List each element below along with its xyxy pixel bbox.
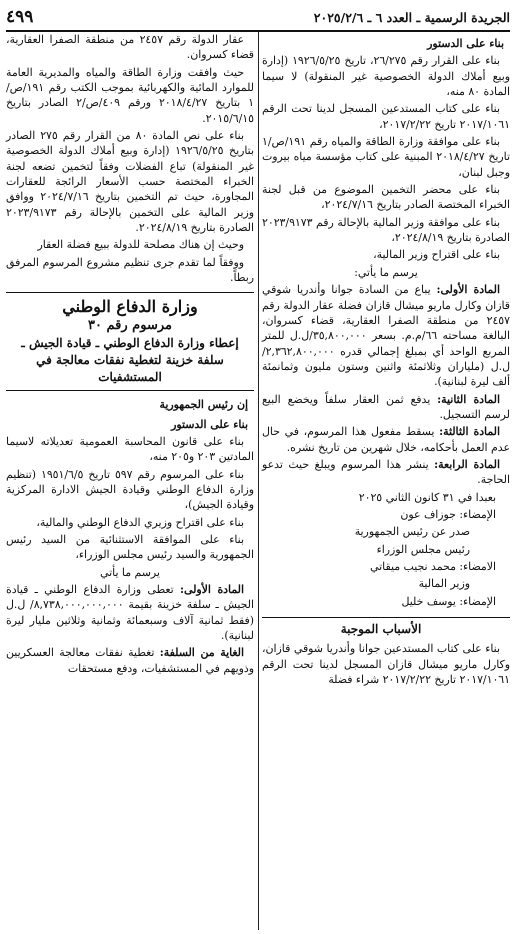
paragraph: بناء على الموافقة الاستثنائية من السيد رئيس الجمهورية والسيد رئيس مجلس الوزراء،	[6, 532, 254, 562]
purpose	[6, 645, 254, 676]
article-text: يباع من السادة جوانا وأندريا شوقي قازان وكارل ماريو ميشال قازان فضلة عقار الدولة رقم ٢٤٥٧ من منطقة الصفرا العقارية، قضاء كسروان، البالغة مساحته ٦٦/م.م. بسعر ٣٥,٨٠٠,٠٠٠/ل.ل للمتر المربع الواحد أي بمبلغ إجمالي قدره ٢,٣٦٢,٨٠٠,٠٠٠/ل.ل (ملياران وثلاثمئة واثنين وستون مليون وثمانمئة ألف ليرة لبنانية).	[262, 283, 511, 389]
article-label: المادة الرابعة:	[434, 457, 500, 471]
page-header	[6, 4, 510, 32]
date-line: بعبدا في ٣١ كانون الثاني ٢٠٢٥	[358, 490, 496, 504]
article-text: تعطى وزارة الدفاع الوطني ـ قيادة الجيش ـ سلفة خزينة بقيمة ٨,٧٣٨,٠٠٠,٠٠٠,٠٠٠/ ل.ل (فقط ثمانية آلاف وسبعمائة وثمانية وثلاثين مليار ليرة لبنانية).	[6, 582, 254, 642]
decree-number: مرسوم رقم ٣٠	[88, 317, 172, 333]
paragraph: بناء على موافقة وزير المالية بالإحالة رقم ٢٠٢٣/٩١٧٣ الصادرة بتاريخ ٢٠٢٤/٨/١٩،	[262, 215, 510, 245]
paragraph: وحيث إن هناك مصلحة للدولة ببيع فضلة العقار	[37, 238, 244, 252]
article-text: يدفع ثمن العقار سلفاً ويخضع البيع لرسم التسجيل.	[262, 392, 510, 421]
ministry-heading: وزارة الدفاع الوطني	[6, 292, 254, 314]
decrees-line: يرسم ما يأتي:	[354, 265, 418, 279]
journal-title: الجريدة الرسمية ـ العدد ٦ ـ ٢٠٢٥/٢/٦	[313, 9, 510, 25]
constitution-heading: بناء على الدستور	[427, 37, 504, 50]
reasons-heading: الأسباب الموجبة	[262, 617, 510, 637]
paragraph: بناء على المرسوم رقم ٥٩٧ تاريخ ١٩٥١/٦/٥ (تنظيم وزارة الدفاع الوطني وقيادة الجيش الادارة المركزية وقيادة الجيش)،	[6, 467, 254, 512]
article-label: المادة الأولى:	[436, 283, 500, 297]
signature-pm: الامضاء: محمد نجيب ميقاتي	[370, 560, 496, 573]
paragraph: بناء على قانون المحاسبة العمومية تعديلاته لاسيما المادتين ٢٠٣ و٢٠٥ منه،	[6, 434, 254, 464]
article-1	[262, 282, 510, 389]
article-text: يسقط مفعول هذا المرسوم، في حال عدم العمل بأحكامه، خلال شهرين من تاريخ نشره.	[262, 425, 510, 454]
purpose-label: الغاية من السلفة:	[159, 646, 245, 660]
purpose-text: تغطية نفقات معالجة العسكريين وذويهم في المستشفيات، ودفع مستحقات	[6, 646, 254, 675]
right-column	[262, 32, 510, 930]
paragraph: بناء على القرار رقم ٢٦/٢٧٥، تاريخ ١٩٢٦/٥/٢٥ (إدارة وبيع أملاك الدولة الخصوصية غير المنقولة) لا سيما المادة ٨٠ منه،	[262, 54, 510, 99]
article-label: المادة الأولى:	[179, 582, 244, 596]
paragraph: حيث وافقت وزارة الطاقة والمياه والمديرية العامة للموارد المائية والكهربائية بموجب الكتب رقم ١٩١/ص/١ بتاريخ ٢٠١٨/٤/٢٧ ورقم ٤٠٩/ص/٢ الصادر بتاريخ ٢٠١٥/٦/١٥.	[6, 65, 254, 125]
article-label: المادة الثالثة:	[439, 425, 501, 439]
paragraph: بناء على نص المادة ٨٠ من القرار رقم ٢٧٥ الصادر بتاريخ ١٩٢٦/٥/٢٥ (إدارة وبيع أملاك الدولة الخصوصية غير المنقولة) تباع الفضلات وفقاً لتخمين تضعه لجنة الخبراء المختصة حسب الأسعار الرائجة للعقارات المجاورة، حيث تم التخمين بتاريخ ٢٠٢٤/٧/١٦ ووافق وزير المالية على التخمين بالإحالة رقم ٢٠٢٣/٩١٧٣ الصادرة بتاريخ ٢٠٢٤/٨/١٩.	[6, 129, 254, 235]
paragraph: بناء على محضر التخمين الموضوع من قبل لجنة الخبراء المختصة الصادر بتاريخ ٢٠٢٤/٧/١٦،	[262, 183, 510, 212]
decrees-line: يرسم ما يأتي	[100, 565, 160, 579]
reasons-text: بناء على كتاب المستدعين جوانا وأندريا شوقي قازان، وكارل ماريو ميشال قازان المسجل لدينا تحت الرقم ٢٠١٧/١٠٦١ تاريخ ٢٠١٧/٢/٢٢ شراء فضلة	[262, 642, 510, 687]
article-1	[6, 582, 254, 643]
signature-president: الإمضاء: جوزاف عون	[400, 507, 496, 521]
page-number: ٤٩٩	[6, 7, 34, 27]
paragraph: بناء على اقتراح وزير المالية،	[373, 248, 500, 262]
article-2	[262, 392, 510, 423]
article-text: ينشر هذا المرسوم ويبلغ حيث تدعو الحاجة.	[262, 457, 510, 487]
paragraph: ووفقاً لما تقدم جرى تنظيم مشروع المرسوم المرفق ربطاً.	[6, 255, 254, 285]
pm-title: رئيس مجلس الوزراء	[376, 542, 470, 556]
paragraph: بناء على كتاب المستدعين المسجل لدينا تحت الرقم ٢٠١٧/١٠٦١ تاريخ ٢٠١٧/٢/٢٢،	[262, 102, 510, 131]
paragraph: بناء على موافقة وزارة الطاقة والمياه رقم ١٩١/ص/١ تاريخ ٢٠١٨/٤/٢٧ المبنية على كتاب مؤسسة مياه بيروت وجبل لبنان،	[262, 135, 510, 179]
signature-fm: الإمضاء: يوسف خليل	[401, 594, 496, 608]
paragraph: بناء على اقتراح وزيري الدفاع الوطني والمالية،	[36, 515, 244, 529]
column-divider	[258, 32, 259, 930]
continuation-text: عقار الدولة رقم ٢٤٥٧ من منطقة الصفرا العقارية، قضاء كسروان.	[6, 33, 254, 62]
constitution-heading: بناء على الدستور	[171, 417, 248, 431]
decree-title: إعطاء وزارة الدفاع الوطني ـ قيادة الجيش ـ سلفة خزينة لتغطية نفقات معالجة في المستشفيات	[6, 335, 254, 391]
president-heading: إن رئيس الجمهورية	[159, 398, 248, 412]
article-label: المادة الثانية:	[437, 392, 500, 406]
article-3	[262, 424, 510, 455]
article-4	[262, 457, 510, 488]
left-column	[6, 32, 254, 930]
fm-title: وزير المالية	[418, 577, 470, 591]
issued-by: صدر عن رئيس الجمهورية	[354, 525, 470, 539]
